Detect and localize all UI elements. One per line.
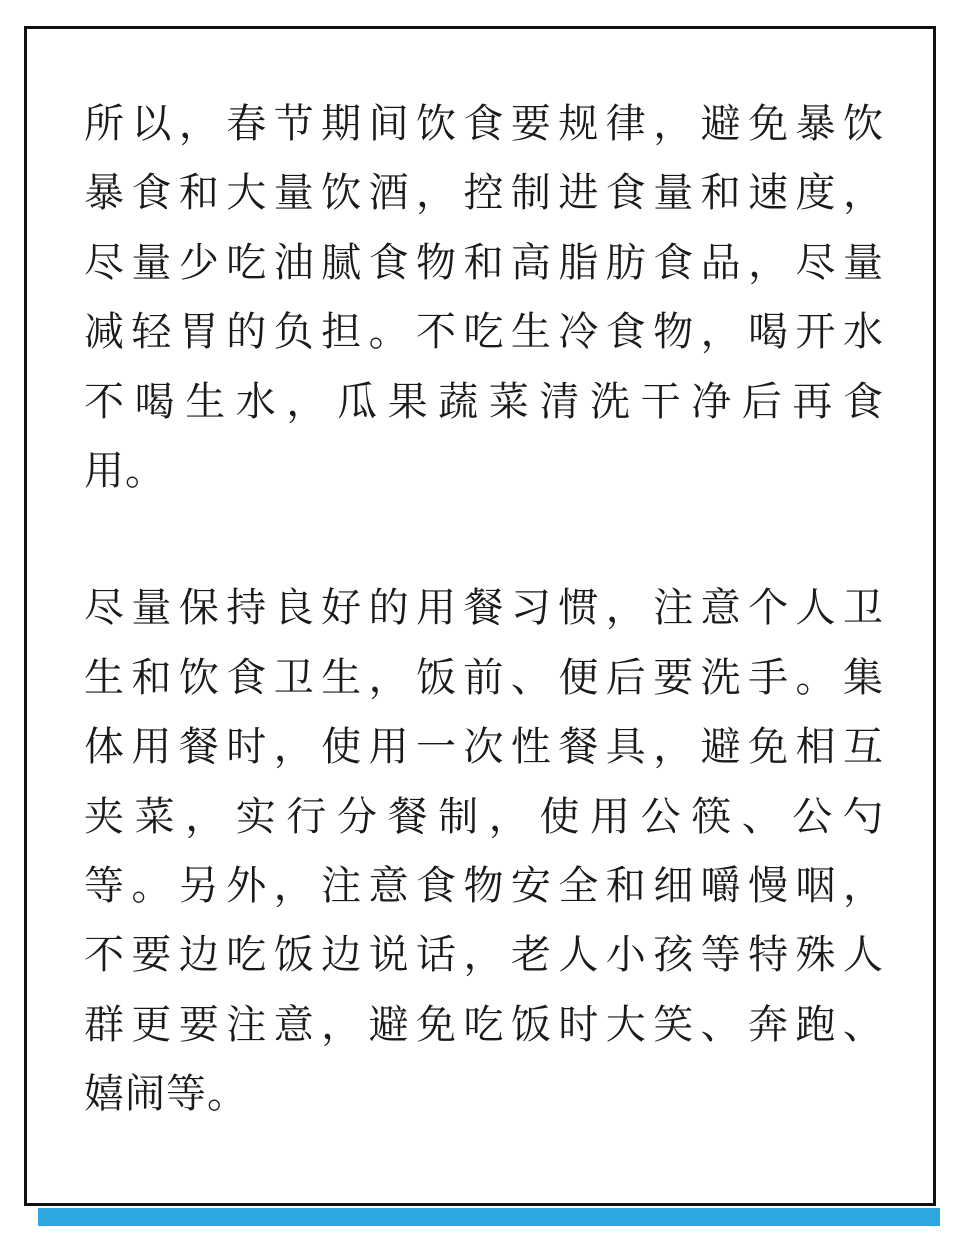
accent-bar — [38, 1208, 940, 1226]
paragraph-line: 等。另外，注意食物安全和细嚼慢咽， — [84, 862, 884, 909]
paragraph-line: 群更要注意，避免吃饭时大笑、奔跑、 — [84, 1001, 884, 1048]
paragraph-line: 暴食和大量饮酒，控制进食量和速度， — [84, 170, 884, 217]
paragraph-2 — [84, 574, 884, 1129]
paragraph-line: 尽量保持良好的用餐习惯，注意个人卫 — [84, 585, 884, 632]
paragraph-line: 所以，春节期间饮食要规律，避免暴饮 — [84, 101, 884, 147]
paragraph-line: 夹菜，实行分餐制，使用公筷、公勺 — [84, 793, 884, 840]
paragraph-line: 不喝生水，瓜果蔬菜清洗干净后再食 — [84, 378, 884, 425]
paragraph-line: 减轻胃的负担。不吃生冷食物，喝开水 — [84, 309, 884, 356]
paragraph-line: 嬉闹等。 — [84, 1071, 248, 1118]
paragraph-line: 体用餐时，使用一次性餐具，避免相互 — [84, 724, 884, 771]
paragraph-line: 不要边吃饭边说话，老人小孩等特殊人 — [84, 932, 884, 979]
paragraph-line: 生和饮食卫生，饭前、便后要洗手。集 — [84, 654, 884, 701]
paragraph-line: 用。 — [84, 447, 166, 494]
article-content — [84, 90, 884, 1129]
paragraph-1 — [84, 90, 884, 506]
paragraph-line: 尽量少吃油腻食物和高脂肪食品，尽量 — [84, 239, 884, 286]
